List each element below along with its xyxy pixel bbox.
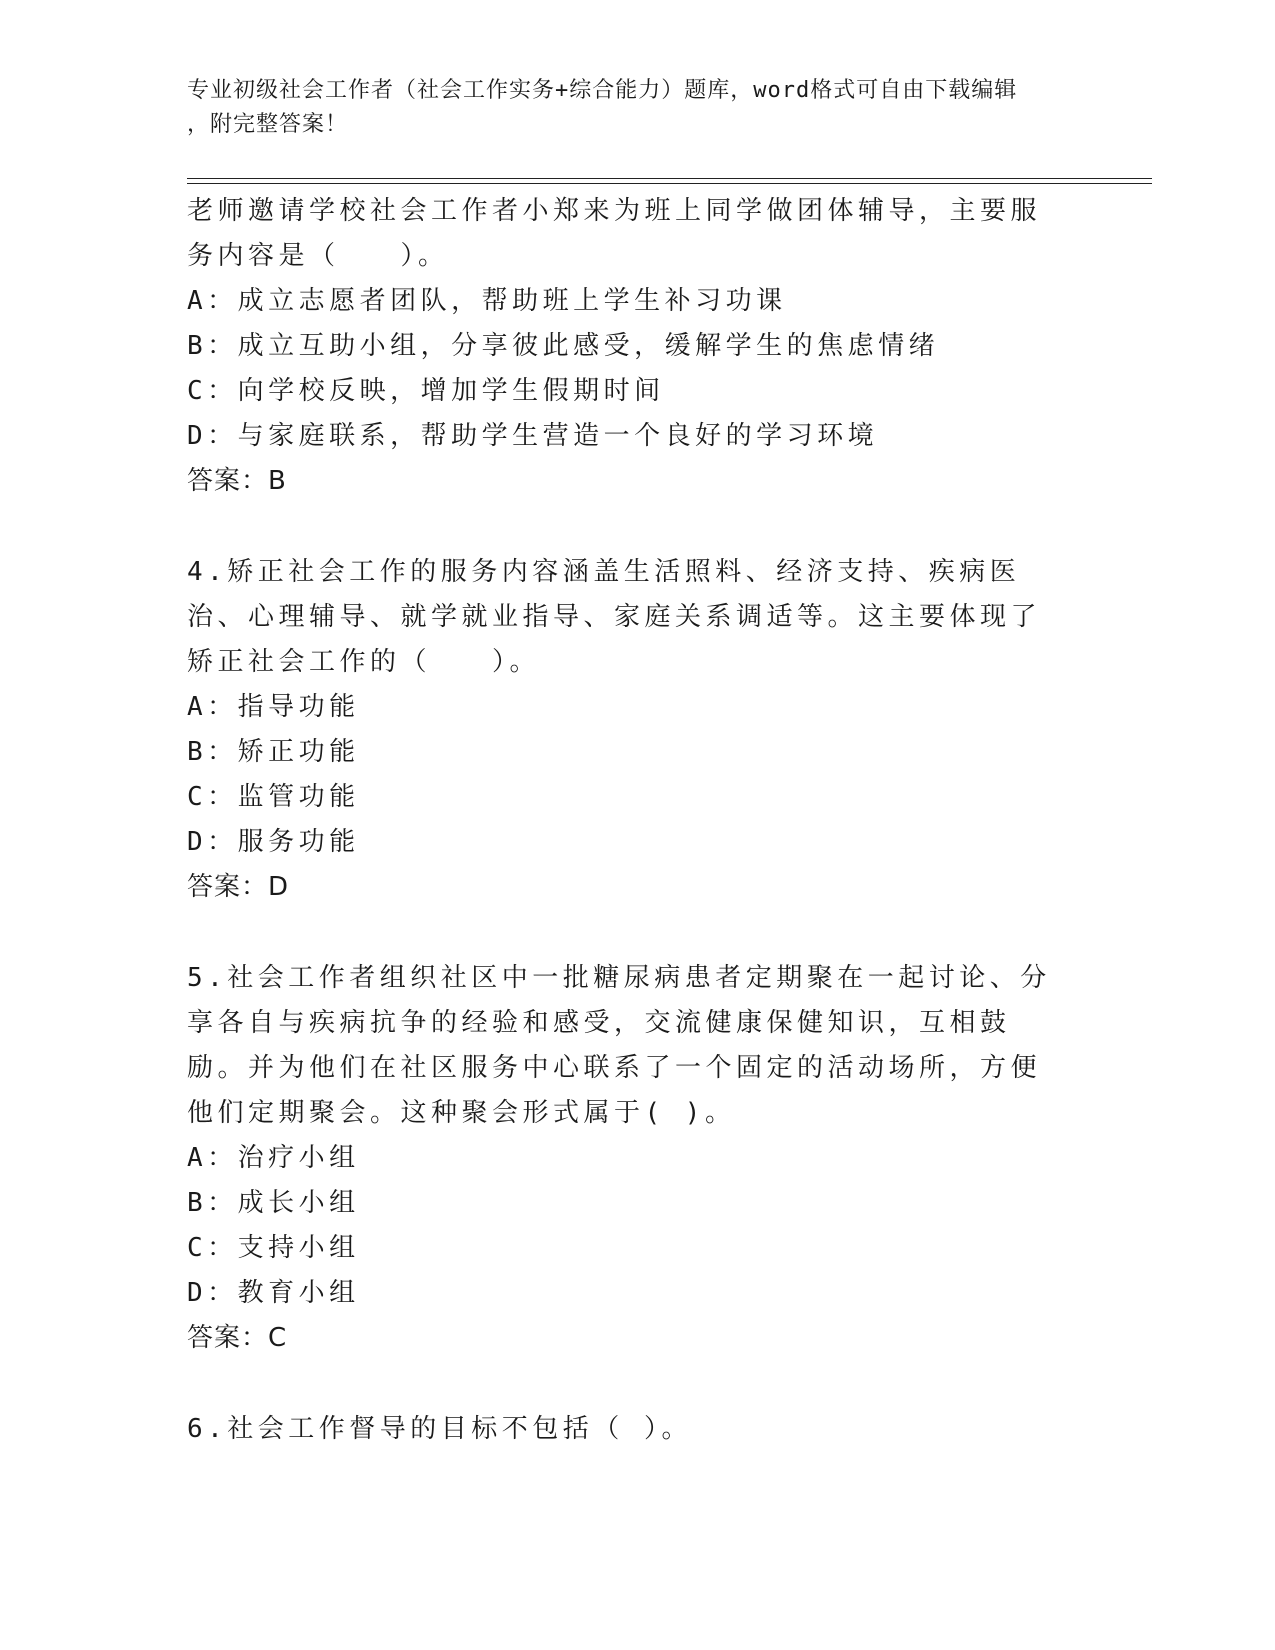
question-block <box>187 550 1067 910</box>
document-header <box>187 74 1087 142</box>
answer-label: 答案：C <box>187 1323 288 1353</box>
question-block <box>187 189 1067 504</box>
question-stem: 5.社会工作者组织社区中一批糖尿病患者定期聚在一起讨论、分享各自与疾病抗争的经验和感受，交流健康保健知识，互相鼓励。并为他们在社区服务中心联系了一个固定的活动场所，方便他们定期聚会。这种聚会形式属于( )。 <box>187 963 1051 1128</box>
question-stem: 4.矫正社会工作的服务内容涵盖生活照料、经济支持、疾病医治、心理辅导、就学就业指导、家庭关系调适等。这主要体现了矫正社会工作的（ ）。 <box>187 557 1042 677</box>
option-b: B：成长小组 <box>187 1188 360 1218</box>
option-a: A：指导功能 <box>187 692 360 722</box>
option-d: D：服务功能 <box>187 827 360 857</box>
header-divider-top <box>187 178 1152 179</box>
option-c: C：监管功能 <box>187 782 360 812</box>
option-d: D：与家庭联系，帮助学生营造一个良好的学习环境 <box>187 421 879 451</box>
question-list <box>187 189 1067 1452</box>
option-d: D：教育小组 <box>187 1278 360 1308</box>
option-b: B：成立互助小组，分享彼此感受，缓解学生的焦虑情绪 <box>187 331 940 361</box>
header-divider-bottom <box>187 183 1152 184</box>
option-a: A：成立志愿者团队，帮助班上学生补习功课 <box>187 286 787 316</box>
question-block <box>187 1407 1067 1452</box>
question-stem: 老师邀请学校社会工作者小郑来为班上同学做团体辅导，主要服务内容是（ ）。 <box>187 196 1042 271</box>
question-stem: 6.社会工作督导的目标不包括（ ）。 <box>187 1414 692 1444</box>
header-title-line2: ，附完整答案！ <box>187 112 349 137</box>
answer-label: 答案：D <box>187 872 290 902</box>
question-block <box>187 956 1067 1361</box>
answer-label: 答案：B <box>187 466 287 496</box>
option-a: A：治疗小组 <box>187 1143 360 1173</box>
option-c: C：向学校反映，增加学生假期时间 <box>187 376 665 406</box>
option-c: C：支持小组 <box>187 1233 360 1263</box>
header-title-line1: 专业初级社会工作者（社会工作实务+综合能力）题库，word格式可自由下载编辑 <box>187 78 1018 103</box>
option-b: B：矫正功能 <box>187 737 360 767</box>
